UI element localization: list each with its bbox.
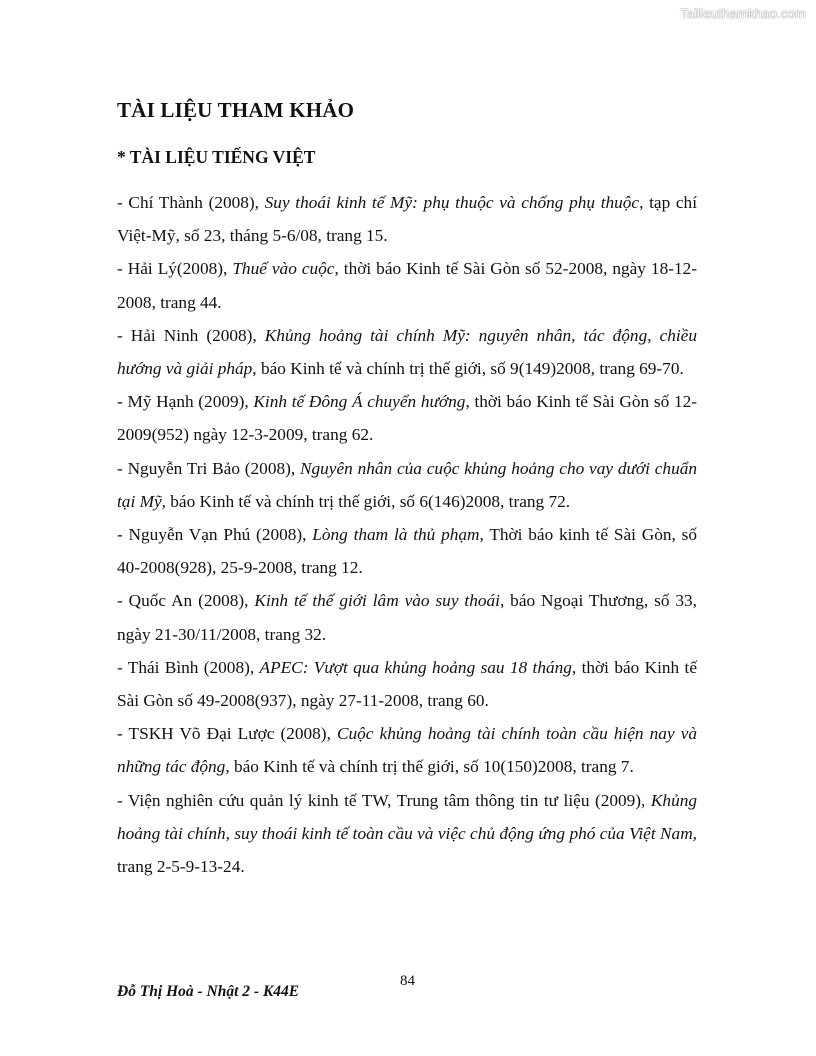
reference-item: - Hải Ninh (2008), Khủng hoảng tài chính Mỹ: nguyên nhân, tác động, chiều hướng và giải pháp, báo Kinh tế và chính trị thế giới, số 9(149)2008, trang 69-70.: [117, 325, 697, 379]
page-number: 84: [400, 973, 415, 989]
section-heading: * TÀI LIỆU TIẾNG VIỆT: [117, 147, 316, 167]
reference-item: - Nguyễn Tri Bảo (2008), Nguyên nhân của cuộc khủng hoảng cho vay dưới chuẩn tại Mỹ, báo Kinh tế và chính trị thế giới, số 6(146)2008, trang 72.: [117, 458, 697, 511]
reference-item: - TSKH Võ Đại Lược (2008), Cuộc khủng hoảng tài chính toàn cầu hiện nay và những tác động, báo Kinh tế và chính trị thế giới, số 10(150)2008, trang 7.: [117, 724, 698, 777]
reference-item: - Hải Lý(2008), Thuế vào cuộc, thời báo Kinh tế Sài Gòn số 52-2008, ngày 18-12-2008, trang 44.: [117, 259, 697, 312]
reference-item: - Nguyễn Vạn Phú (2008), Lòng tham là thủ phạm, Thời báo kinh tế Sài Gòn, số 40-2008(928), 25-9-2008, trang 12.: [117, 525, 697, 578]
reference-item: - Mỹ Hạnh (2009), Kinh tế Đông Á chuyển hướng, thời báo Kinh tế Sài Gòn số 12-2009(952) ngày 12-3-2009, trang 62.: [117, 392, 697, 445]
footer-author: Đỗ Thị Hoà - Nhật 2 - K44E: [117, 983, 300, 1000]
page-title: TÀI LIỆU THAM KHẢO: [117, 98, 355, 122]
watermark: Tailieuthamkhao.com: [680, 6, 806, 21]
reference-item: - Viện nghiên cứu quản lý kinh tế TW, Trung tâm thông tin tư liệu (2009), Khủng hoảng tài chính, suy thoái kinh tế toàn cầu và việc chủ động ứng phó của Việt Nam, trang 2-5-9-13-24.: [117, 790, 697, 877]
reference-item: - Thái Bình (2008), APEC: Vượt qua khủng hoảng sau 18 tháng, thời báo Kinh tế Sài Gòn số 49-2008(937), ngày 27-11-2008, trang 60.: [117, 657, 697, 711]
page-content: [117, 93, 698, 877]
reference-item: - Quốc An (2008), Kinh tế thế giới lâm vào suy thoái, báo Ngoại Thương, số 33, ngày 21-30/11/2008, trang 32.: [117, 591, 697, 644]
reference-item: - Chí Thành (2008), Suy thoái kinh tế Mỹ: phụ thuộc và chống phụ thuộc, tạp chí Việt-Mỹ, số 23, tháng 5-6/08, trang 15.: [117, 193, 698, 246]
reference-list: [117, 186, 697, 883]
